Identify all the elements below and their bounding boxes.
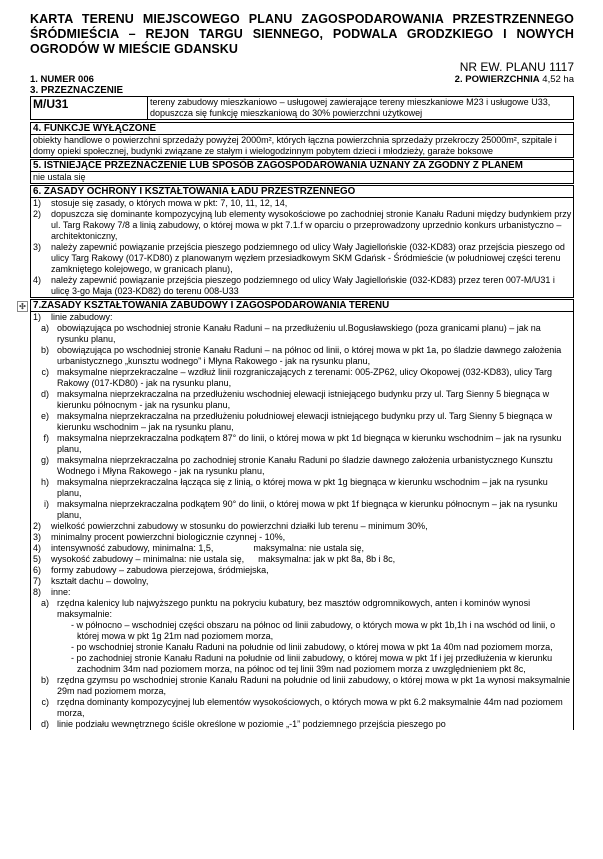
list-item: e) maksymalna nieprzekraczalna na przedłużeniu południowej elewacji istniejącego budynku przy ul. Targ Sienny 5 biegnąca w kierunku wschodnim – jak na rysunku planu, <box>40 411 553 432</box>
list-item: 3) należy zapewnić powiązanie przejścia pieszego podziemnego od ulicy Wały Jagiellońskie (032-KD83) oraz przejścia pieszego od ulicy Targ Rakowy (017-KD80) z planowanym węzłem przesiadkowym SKM Gdańsk - Śródmieście (w południowej części terenu zamkniętego kolejowego, w granicach planu), <box>33 242 565 274</box>
table-move-handle-icon[interactable]: ✣ <box>17 301 28 312</box>
funkcje-text: obiekty handlowe o powierzchni sprzedaży powyżej 2000m², których łączna powierzchnia sprzedaży przekroczy 25000m², szpitale i domy opieki społecznej, budynki związane ze stałym i wielogodzinnym pobytem dzieci i młodzieży, garaże boksowe <box>30 134 574 158</box>
istniejace-text: nie ustala się <box>30 171 574 184</box>
list-item: c) maksymalne nieprzekraczalne – wzdłuż linii rozgraniczających z terenami: 005-ZP62, ulicy Okopowej (032-KD83), ulicy Targ Rakowy (017-KD80) - jak na rysunku planu, <box>41 367 553 388</box>
list-item: b) obowiązująca po wschodniej stronie Kanału Raduni – na północ od linii, o której mowa w pkt 1a, po śladzie dawnego założenia urbanistycznego „kunsztu wodnego” i Młyna Rakowego - jak na rysunku planu, <box>40 345 562 366</box>
list-item: 7) kształt dachu – dowolny, <box>33 576 149 586</box>
powierzchnia-label: 2. POWIERZCHNIA <box>454 74 540 85</box>
list-item: 8) inne: <box>33 587 71 597</box>
zabudowa-header <box>19 299 574 311</box>
list-item: - po zachodniej stronie Kanału Raduni na południe od linii zabudowy, o której mowa w pkt 1f i jej przedłużenia w kierunku zachodnim 34m nad poziomem morza, na północ od tej linii 39m nad poziomem morza z uwzględnieniem pkt 8c, <box>71 653 553 674</box>
list-item: - w północno – wschodniej części obszaru na północ od linii zabudowy, o których mowa w pkt 1b,1h i na wschód od linii, o której mowa w pkt 1g 21m nad poziomem morza, <box>71 620 556 641</box>
przeznaczenie-code: M/U31 <box>31 97 148 120</box>
list-item: g) maksymalna nieprzekraczalna po zachodniej stronie Kanału Raduni po śladzie dawnego założenia urbanistycznego Kunsztu Wodnego i Młyna Rakowego - jak na rysunku planu, <box>40 455 553 476</box>
number-area-row <box>30 74 574 85</box>
list-item: d) linie podziału wewnętrznego ściśle określone w poziomie „-1” podziemnego przejścia pieszego po <box>40 719 446 729</box>
zabudowa-list <box>30 311 574 730</box>
list-item: 4) intensywność zabudowy, minimalna: 1,5, maksymalna: nie ustala się, <box>33 543 364 553</box>
list-item: 2) dopuszcza się dominante kompozycyjną lub elementy wysokościowe po zachodniej stronie Kanału Raduni między budynkiem przy ul. Targ Rakowy 7/8 a linią zabudowy, o której mowa w pkt 7.1.f w oparciu o przeprowadzony uprzednio konkurs urbanistyczno – architektoniczny, <box>33 209 572 241</box>
plan-number: NR EW. PLANU 1117 <box>459 60 574 74</box>
document-page <box>19 10 574 730</box>
istniejace-label: 5. ISTNIEJĄCE PRZEZNACZENIE LUB SPOSÓB ZAGOSPODAROWANIA UZNANY ZA ZGODNY Z PLANEM <box>30 159 574 171</box>
list-item: i) maksymalna nieprzekraczalna podkątem 90° do linii, o której mowa w pkt 1f biegnąca w kierunku północnym – jak na rysunku planu, <box>44 499 558 520</box>
funkcje-label: 4. FUNKCJE WYŁĄCZONE <box>30 122 574 134</box>
list-item: 4) należy zapewnić powiązanie przejścia pieszego podziemnego od ulicy Wały Jagiellońskie (032-KD83) przez teren 007-M/U31 i ulicę 3-go Maja (023-KD82) do terenu 008-U33 <box>33 275 555 296</box>
list-item: 1) stosuje się zasady, o których mowa w pkt: 7, 10, 11, 12, 14, <box>33 198 288 208</box>
powierzchnia-value: 4,52 ha <box>542 74 574 85</box>
powierzchnia <box>455 74 574 85</box>
list-item: a) rzędna kalenicy lub najwyższego punktu na pokryciu kubatury, bez masztów odgromnikowych, anten i kominów wynosi maksymalnie: <box>40 598 531 619</box>
list-item: 3) minimalny procent powierzchni biologicznie czynnej - 10%, <box>33 532 286 542</box>
zasady-label: 6. ZASADY OCHRONY I KSZTAŁTOWANIA ŁADU PRZESTRZENNEGO <box>30 185 574 197</box>
list-item: c) rzędna dominanty kompozycyjnej lub elementów wysokościowych, o których mowa w pkt 6.2 maksymalnie 44m nad poziomem morza, <box>41 697 563 718</box>
list-item: 2) wielkość powierzchni zabudowy w stosunku do powierzchni działki lub terenu – minimum 30%, <box>33 521 428 531</box>
list-item: - po wschodniej stronie Kanału Raduni na południe od linii zabudowy, o której mowa w pkt 1a 40m nad poziomem morza, <box>71 642 553 652</box>
list-item: 1) linie zabudowy: <box>33 312 113 322</box>
list-item: a) obowiązująca po wschodniej stronie Kanału Raduni – na przedłużeniu ul.Bogusławskiego (poza granicami planu) – jak na rysunku planu, <box>40 323 541 344</box>
list-item: 5) wysokość zabudowy – minimalna: nie ustala się, maksymalna: jak w pkt 8a, 8b i 8c, <box>33 554 396 564</box>
list-item: d) maksymalna nieprzekraczalna na przedłużeniu wschodniej elewacji istniejącego budynku przy ul. Targ Sienny 5 biegnąca w kierunku północnym - jak na rysunku planu, <box>40 389 550 410</box>
list-item: f) maksymalna nieprzekraczalna podkątem 87° do linii, o której mowa w pkt 1d biegnąca w kierunku wschodnim – jak na rysunku planu, <box>43 433 562 454</box>
list-item: 6) formy zabudowy – zabudowa pierzejowa, śródmiejska, <box>33 565 269 575</box>
document-title: KARTA TERENU MIEJSCOWEGO PLANU ZAGOSPODAROWANIA PRZESTRZENNEGO ŚRÓDMIEŚCIA – REJON TARGU SIENNEGO, PODWALA GRODZKIEGO I NOWYCH OGRODÓW W MIEŚCIE GDANSKU <box>30 12 574 56</box>
list-item: b) rzędna gzymsu po wschodniej stronie Kanału Raduni na południe od linii zabudowy, o której mowa w pkt 1a wynosi maksymalnie 29m nad poziomem morza, <box>40 675 571 696</box>
zasady-list <box>30 197 574 298</box>
list-item: h) maksymalna nieprzekraczalna łącząca się z linią, o której mowa w pkt 1g biegnąca w kierunku wschodnim – jak na rysunku planu, <box>40 477 548 498</box>
numer-label: 1. NUMER 006 <box>30 74 94 85</box>
przeznaczenie-table <box>30 96 574 120</box>
zabudowa-label: 7.ZASADY KSZTAŁTOWANIA ZABUDOWY I ZAGOSPODAROWANIA TERENU <box>33 300 390 311</box>
przeznaczenie-text: tereny zabudowy mieszkaniowo – usługowej zawierające tereny mieszkaniowe M23 i usługowe U33, dopuszcza się funkcję mieszkaniową do 30% powierzchni użytkowej <box>148 97 574 120</box>
przeznaczenie-label: 3. PRZEZNACZENIE <box>30 85 124 96</box>
